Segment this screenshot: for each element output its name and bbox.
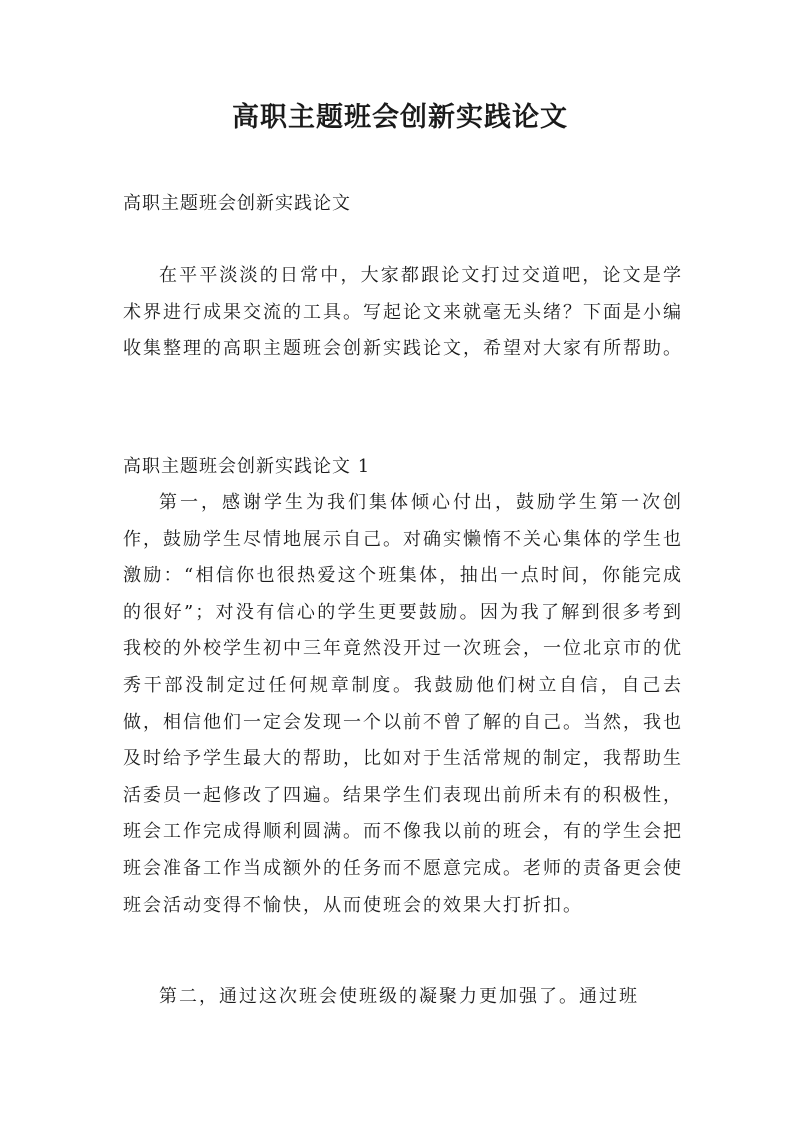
body-paragraph-2: 第二，通过这次班会使班级的凝聚力更加强了。通过班: [159, 986, 639, 1007]
document-title: 高职主题班会创新实践论文: [232, 102, 568, 133]
body-paragraph-1: 第一，感谢学生为我们集体倾心付出，鼓励学生第一次创作，鼓励学生尽情地展示自己。对确实懒惰不关心集体的学生也激励：“相信你也很热爱这个班集体，抽出一点时间，你能完成的很好”；对没有信心的学生更要鼓励。因为我了解到很多考到我校的外校学生初中三年竟然没开过一次班会，一位北京市的优秀干部没制定过任何规章制度。我鼓励他们树立自信，自己去做，相信他们一定会发现一个以前不曾了解的自己。当然，我也及时给予学生最大的帮助，比如对于生活常规的制定，我帮助生活委员一起修改了四遍。结果学生们表现出前所未有的积极性，班会工作完成得顺利圆满。而不像我以前的班会，有的学生会把班会准备工作当成额外的任务而不愿意完成。老师的责备更会使班会活动变得不愉快，从而使班会的效果大打折扣。: [123, 492, 683, 916]
document-subtitle: 高职主题班会创新实践论文: [123, 193, 351, 214]
intro-paragraph: 在平平淡淡的日常中，大家都跟论文打过交道吧，论文是学术界进行成果交流的工具。写起论文来就毫无头绪？下面是小编收集整理的高职主题班会创新实践论文，希望对大家有所帮助。: [123, 265, 683, 360]
section-heading: 高职主题班会创新实践论文 1: [123, 456, 371, 477]
